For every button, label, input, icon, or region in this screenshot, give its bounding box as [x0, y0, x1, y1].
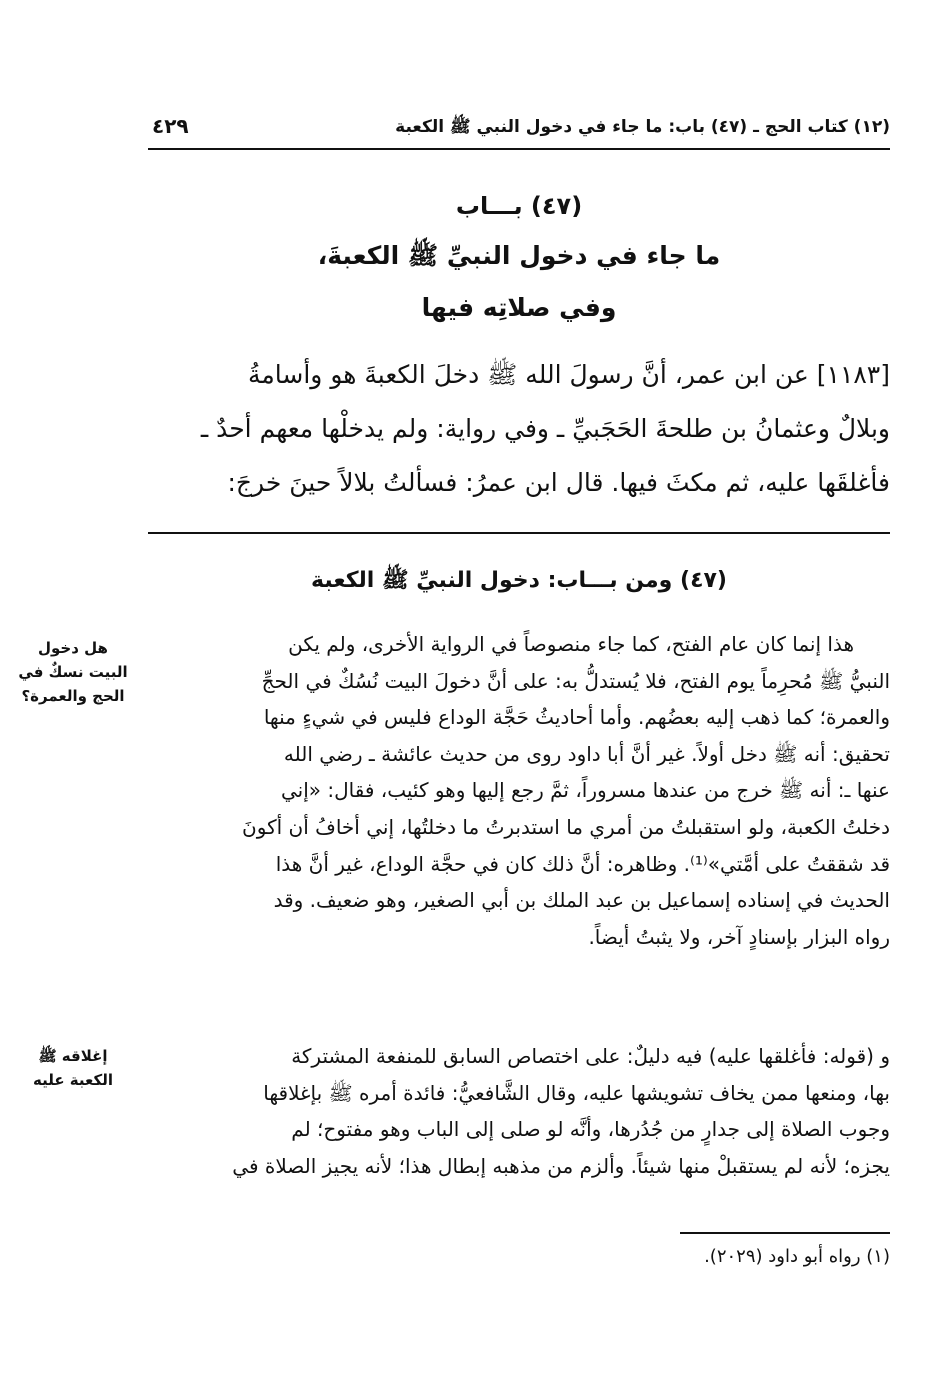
paragraph-line: وجوب الصلاة إلى جدارٍ من جُدُرها، وأنَّه لو صلى إلى الباب وهو مفتوح؛ لم	[291, 1117, 890, 1142]
paragraph-line: هذا إنما كان عام الفتح، كما جاء منصوصاً في الرواية الأخرى، ولم يكن	[288, 632, 854, 656]
paragraph-line: دخلتُ الكعبة، ولو استقبلتُ من أمري ما استدبرتُ ما دخلتُها، إني أخافُ أن أكونَ	[242, 814, 890, 839]
paragraph-line: و (قوله: فأغلقها عليه) فيه دليلٌ: على اختصاص السابق للمنفعة المشتركة	[291, 1044, 890, 1068]
margin-note-closing-door	[8, 1044, 138, 1092]
commentary-heading: (٤٧) ومن بـــاب: دخول النبيِّ ﷺ الكعبة	[311, 568, 727, 593]
margin-note-line: إغلاقه ﷺ	[38, 1047, 108, 1065]
hadith-text	[148, 348, 890, 510]
running-title: (١٢) كتاب الحج ـ (٤٧) باب: ما جاء في دخول النبي ﷺ الكعبة	[395, 117, 890, 137]
paragraph-line: والعمرة؛ كما ذهب إليه بعضُهم. وأما أحاديثُ حَجَّة الوداع فليس في شيءٍ منها	[263, 705, 890, 730]
footnote: (١) رواه أبو داود (٢٠٢٩).	[704, 1246, 890, 1267]
commentary-paragraph-1	[148, 626, 890, 955]
paragraph-line: يجزه؛ لأنه لم يستقبلْ منها شيئاً. وألزم من مذهبه إبطال هذا؛ لأنه يجيز الصلاة في	[232, 1153, 890, 1178]
chapter-title-line-1: ما جاء في دخول النبيِّ ﷺ الكعبةَ،	[317, 241, 721, 270]
paragraph-line: قد شققتُ على أمَّتي»⁽¹⁾. وظاهره: أنَّ ذلك كان في حجَّة الوداع، غير أنَّ هذا	[275, 851, 890, 876]
commentary-paragraph-2	[148, 1038, 890, 1184]
chapter-number: (٤٧) بـــاب	[455, 192, 583, 220]
margin-note-line: هل دخول	[38, 639, 108, 657]
margin-note-line: الحج والعمرة؟	[21, 687, 125, 705]
paragraph-line: النبيُّ ﷺ مُحرِماً يوم الفتح، فلا يُستدلُّ به: على أنَّ دخولَ البيت نُسُكٌ في الحجِّ	[261, 668, 890, 693]
paragraph-line: بها، ومنعها ممن يخاف تشويشها عليه، وقال الشَّافعيُّ: فائدة أمره ﷺ بإغلاقها	[263, 1080, 890, 1105]
margin-note-line: البيت نسكٌ في	[18, 663, 128, 681]
section-divider	[148, 532, 890, 534]
paragraph-line: تحقيق: أنه ﷺ دخل أولاً. غير أنَّ أبا داود روى من حديث عائشة ـ رضي الله	[283, 741, 890, 766]
page-number: ٤٢٩	[152, 114, 189, 138]
paragraph-line: عنها ـ: أنه ﷺ خرج من عندها مسروراً، ثمَّ رجع إليها وهو كئيب، فقال: «إني	[281, 778, 890, 803]
hadith-line: [١١٨٣] عن ابن عمر، أنَّ رسولَ الله ﷺ دخلَ الكعبةَ هو وأسامةُ	[248, 360, 890, 389]
footnote-rule	[680, 1232, 890, 1234]
paragraph-line: الحديث في إسناده إسماعيل بن عبد الملك بن أبي الصغير، وهو ضعيف. وقد	[273, 888, 890, 913]
running-header	[148, 112, 890, 150]
chapter-heading	[148, 182, 890, 334]
hadith-line: وبلالٌ وعثمانُ بن طلحةَ الحَجَبيِّ ـ وفي رواية: ولم يدخلْها معهم أحدٌ ـ	[200, 414, 890, 443]
margin-note-line: الكعبة عليه	[33, 1071, 113, 1089]
margin-note-pilgrimage	[8, 636, 138, 708]
chapter-title-line-2: وفي صلاتِه فيها	[421, 293, 617, 322]
paragraph-line: رواه البزار بإسنادٍ آخر، ولا يثبتُ أيضاً.	[588, 924, 890, 949]
hadith-line: فأغلقَها عليه، ثم مكثَ فيها. قال ابن عمرُ: فسألتُ بلالاً حينَ خرجَ:	[227, 468, 890, 497]
